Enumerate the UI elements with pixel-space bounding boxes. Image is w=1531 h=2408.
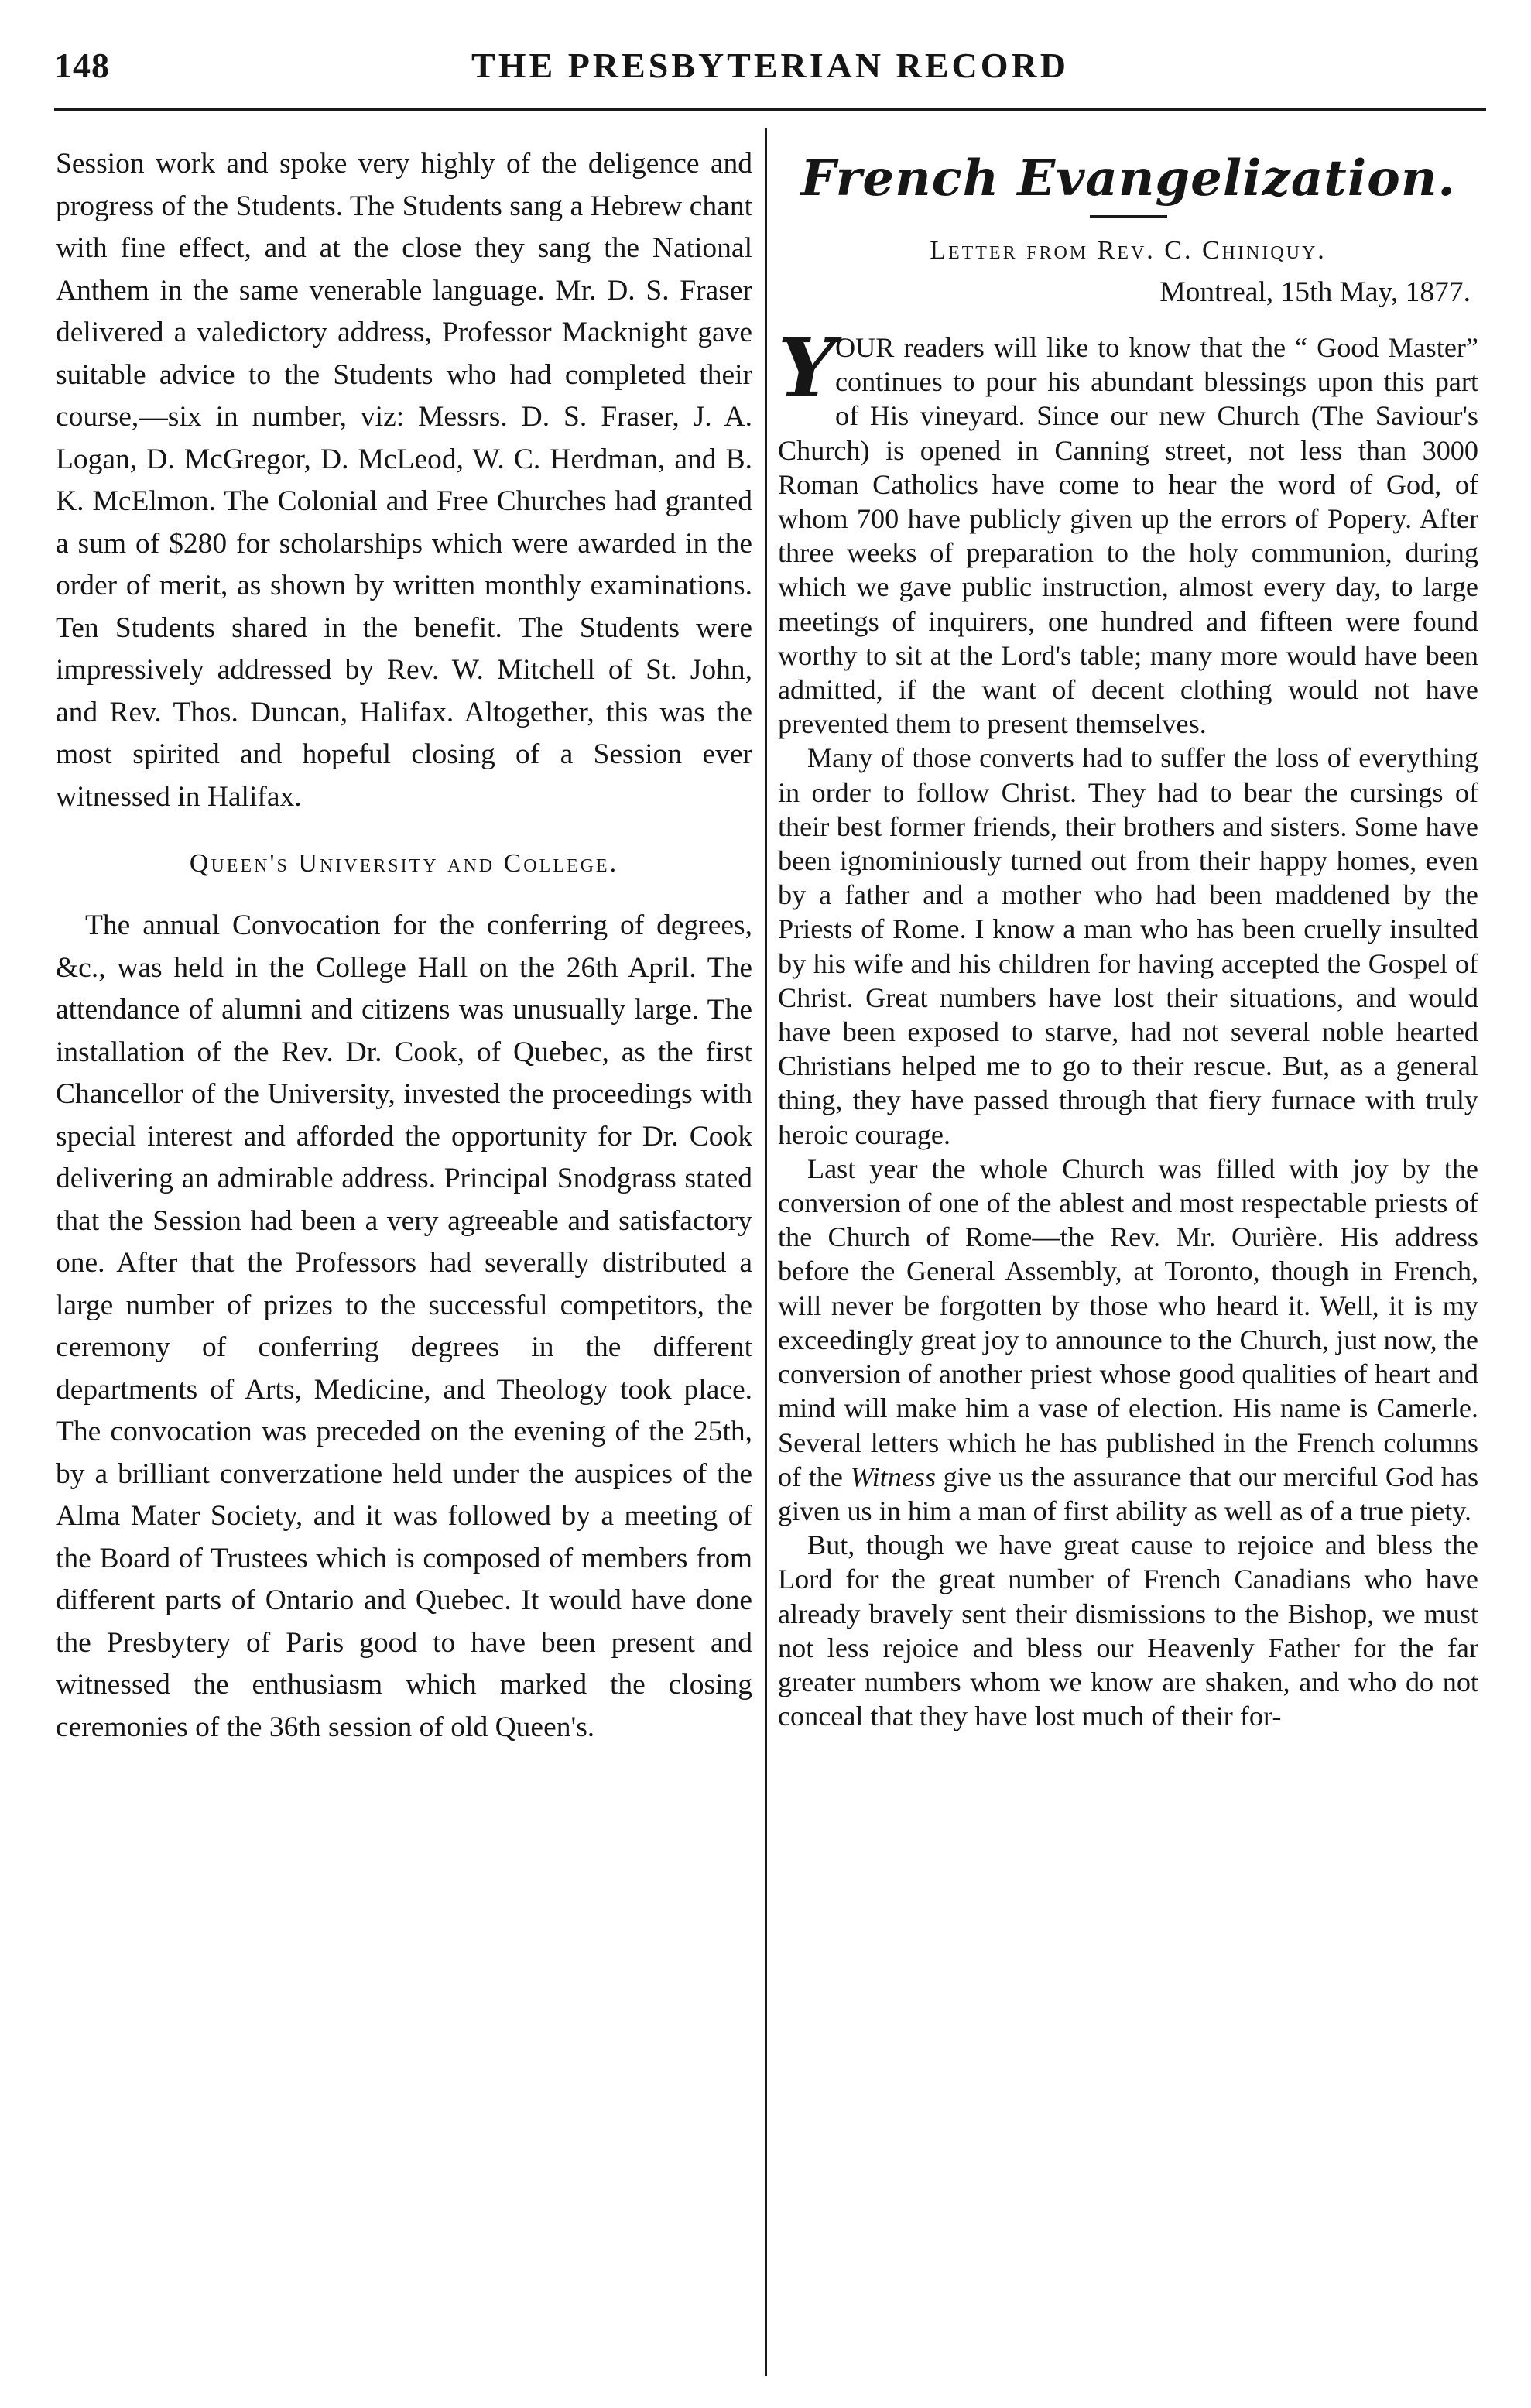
queens-university-heading: Queen's University and College. — [189, 849, 619, 878]
title-rule — [1090, 215, 1167, 218]
right-column — [778, 143, 1478, 2388]
drop-cap-letter: Y — [778, 320, 836, 416]
running-head-title: THE PRESBYTERIAN RECORD — [471, 46, 1069, 85]
letter-third-paragraph — [778, 1152, 1478, 1528]
page-number: 148 — [54, 46, 110, 85]
letter-fourth-paragraph: But, though we have great cause to rejoice and bless the Lord for the great number of French Canadians who have already bravely sent their dismissions to the Bishop, we must not less rejoice and bless our Heavenly Father for the far greater numbers whom we know are shaken, and who do not conceal that they have lost much of their for- — [778, 1529, 1478, 1732]
left-column — [56, 143, 752, 2388]
letter-second-paragraph: Many of those converts had to suffer the loss of everything in order to follow Christ. They had to bear the cursings of their best former friends, their brothers and sisters. Some have been ignominiously turned out from their happy homes, even by a father and a mother who had been maddened by the Priests of Rome. I know a man who has been cruelly insulted by his wife and his children for having accepted the Gospel of Christ. Great numbers have lost their situations, and would have been exposed to starve, had not several noble hearted Christians helped me to go to their rescue. But, as a general thing, they have passed through that fiery furnace with truly heroic courage. — [778, 742, 1478, 1150]
page-header — [54, 45, 1486, 99]
third-paragraph-text-b: give us the assurance that our merciful God has given us in him a man of first ability as well as of a true piety. — [778, 1461, 1478, 1526]
french-evangelization-title: French Evangelization. — [800, 149, 1456, 207]
header-rule — [54, 108, 1486, 111]
queens-convocation-paragraph: The annual Convocation for the conferring of degrees, &c., was held in the College Hall on the 26th April. The attendance of alumni and citizens was unusually large. The installation of the Rev. Dr. Cook, of Quebec, as the first Chancellor of the University, invested the proceedings with special interest and afforded the opportunity for Dr. Cook delivering an admirable address. Principal Snodgrass stated that the Session had been a very agreeable and satisfactory one. After that the Professors had severally distributed a large number of prizes to the successful competitors, the ceremony of conferring degrees in the different departments of Arts, Medicine, and Theology took place. The convocation was preceded on the evening of the 25th, by a brilliant converzatione held under the auspices of the Alma Mater Society, and it was followed by a meeting of the Board of Trustees which is composed of members from different parts of Ontario and Quebec. It would have done the Presbytery of Paris good to have been present and witnessed the enthusiasm which marked the closing ceremonies of the 36th session of old Queen's. — [56, 909, 752, 1743]
letter-first-paragraph — [778, 320, 1478, 741]
column-divider — [765, 128, 767, 2376]
letter-byline: Letter from Rev. C. Chiniquy. — [930, 236, 1327, 265]
letter-dateline: Montreal, 15th May, 1877. — [1159, 276, 1471, 308]
third-paragraph-text-a: Last year the whole Church was filled with joy by the conversion of one of the ablest and most respectable priests of the Church of Rome—the Rev. Mr. Ourière. His address before the General Assembly, at Toronto, though in French, will never be forgotten by those who heard it. Well, it is my exceedingly great joy to announce to the Church, just now, the conversion of another priest whose good qualities of heart and mind will make him a vase of election. His name is Camerle. Several letters which he has published in the French columns of the — [778, 1153, 1478, 1492]
letter-first-paragraph-text: OUR readers will like to know that the “ Good Master” continues to pour his abundant blessings upon this part of His vineyard. Since our new Church (The Saviour's Church) is opened in Canning street, not less than 3000 Roman Catholics have come to hear the word of God, of whom 700 have publicly given up the errors of Popery. After three weeks of preparation to the holy communion, during which we gave public instruction, almost every day, to large meetings of inquirers, one hundred and fifteen were found worthy to sit at the Lord's table; many more would have been admitted, if the want of decent clothing would not have prevented them to present themselves. — [778, 332, 1478, 740]
left-opening-paragraph: Session work and spoke very highly of the deligence and progress of the Students. The Students sang a Hebrew chant with fine effect, and at the close they sang the National Anthem in the same venerable language. Mr. D. S. Fraser delivered a valedictory address, Professor Macknight gave suitable advice to the Students who had completed their course,—six in number, viz: Messrs. D. S. Fraser, J. A. Logan, D. McGregor, D. McLeod, W. C. Herdman, and B. K. McElmon. The Colonial and Free Churches had granted a sum of $280 for scholarships which were awarded in the order of merit, as shown by written monthly examinations. Ten Students shared in the benefit. The Students were impressively addressed by Rev. W. Mitchell of St. John, and Rev. Thos. Duncan, Halifax. Altogether, this was the most spirited and hopeful closing of a Session ever witnessed in Halifax. — [56, 148, 752, 813]
witness-newspaper-name: Witness — [850, 1461, 937, 1492]
